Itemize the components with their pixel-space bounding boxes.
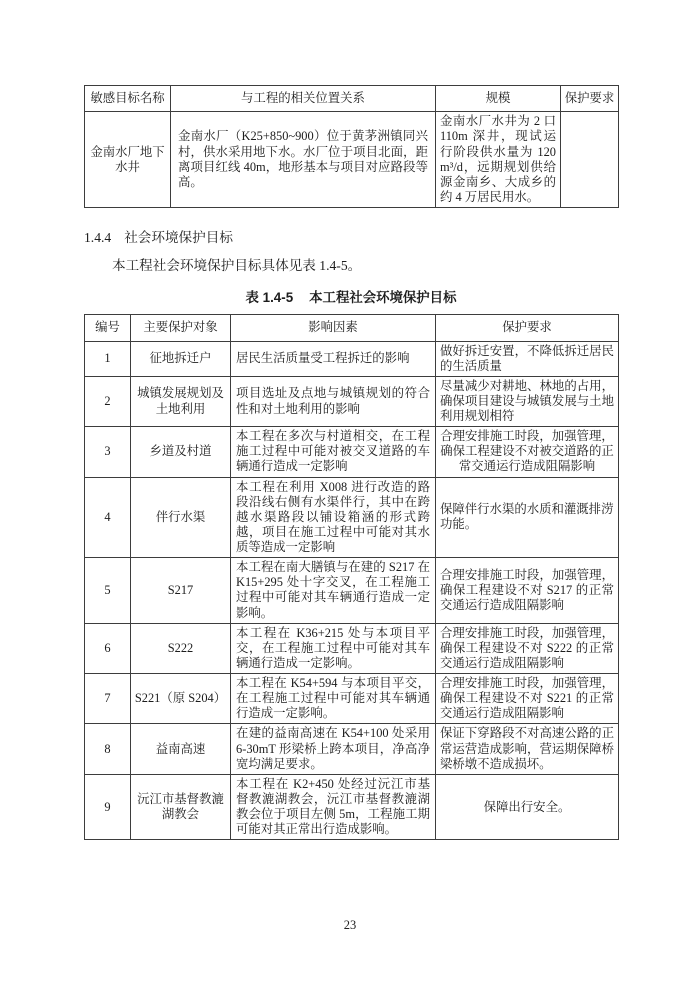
table-row (85, 112, 619, 208)
table-caption-label: 表 1.4-5 (245, 290, 294, 306)
cell-impact: 居民生活质量受工程拆迁的影响 (231, 341, 436, 376)
page-number: 23 (343, 918, 357, 932)
table-row (85, 341, 619, 376)
cell-impact: 本工程在南大膳镇与在建的 S217 在 K15+295 处十字交叉，在工程施工过程中可能对其车辆通行造成一定影响。 (231, 558, 436, 624)
column-header-impact: 影响因素 (231, 315, 436, 341)
sensitive-target-table-continued (84, 85, 619, 208)
column-header-name: 敏感目标名称 (85, 86, 171, 112)
cell-target: 征地拆迁户 (131, 341, 231, 376)
cell-impact: 本工程在 K36+215 处与本项目平交，在工程施工过程中可能对其车辆通行造成一定影响。 (231, 623, 436, 673)
cell-impact: 本工程在 K54+594 与本项目平交，在工程施工过程中可能对其车辆通行造成一定影响。 (231, 674, 436, 724)
cell-no: 3 (85, 427, 131, 477)
body-paragraph: 本工程社会环境保护目标具体见表 1.4-5。 (112, 257, 362, 273)
cell-impact: 在建的益南高速在 K54+100 处采用 6-30mT 形梁桥上跨本项目，净高净宽均满足要求。 (231, 724, 436, 774)
cell-requirement: 保证下穿路段不对高速公路的正常运营造成影响，营运期保障桥梁桥墩不造成损坏。 (436, 724, 619, 774)
table-header-row (85, 86, 619, 112)
cell-target: 城镇发展规划及土地利用 (131, 376, 231, 426)
table-row (85, 477, 619, 558)
cell-no: 8 (85, 724, 131, 774)
table-caption-title: 本工程社会环境保护目标 (309, 290, 457, 306)
cell-no: 5 (85, 558, 131, 624)
cell-target: S217 (131, 558, 231, 624)
table-row (85, 623, 619, 673)
cell-target: S221（原 S204） (131, 674, 231, 724)
cell-requirement: 合理安排施工时段，加强管理，确保工程建设不对 S222 的正常交通运行造成阻隔影响 (436, 623, 619, 673)
cell-requirement: 做好拆迁安置，不降低拆迁居民的生活质量 (436, 341, 619, 376)
table-header-row (85, 315, 619, 341)
cell-requirement: 保障伴行水渠的水质和灌溉排涝功能。 (436, 477, 619, 558)
cell-target: 益南高速 (131, 724, 231, 774)
cell-requirement: 合理安排施工时段，加强管理，确保工程建设不对被交道路的正常交通运行造成阻隔影响 (436, 427, 619, 477)
table-row (85, 427, 619, 477)
cell-no: 4 (85, 477, 131, 558)
section-heading (84, 229, 618, 247)
column-header-requirement: 保护要求 (436, 315, 619, 341)
social-env-protection-table (84, 314, 619, 840)
table-row (85, 674, 619, 724)
table-row (85, 558, 619, 624)
cell-scale: 金南水厂水井为 2 口 110m 深井，现试运行阶段供水量为 120m³/d，远期规划供给源金南乡、大成乡的约 4 万居民用水。 (436, 112, 561, 208)
cell-requirement: 尽量减少对耕地、林地的占用，确保项目建设与城镇发展与土地利用规划相符 (436, 376, 619, 426)
cell-requirement: 合理安排施工时段，加强管理，确保工程建设不对 S221 的正常交通运行造成阻隔影响 (436, 674, 619, 724)
cell-requirement-empty (561, 112, 619, 208)
page-content (84, 85, 618, 840)
cell-target: 乡道及村道 (131, 427, 231, 477)
cell-requirement: 保障出行安全。 (436, 774, 619, 840)
column-header-no: 编号 (85, 315, 131, 341)
cell-relation: 金南水厂（K25+850~900）位于黄茅洲镇同兴村，供水采用地下水。水厂位于项目北面，距离项目红线 40m，地形基本与项目对应路段等高。 (171, 112, 436, 208)
cell-no: 9 (85, 774, 131, 840)
table-caption (84, 287, 618, 306)
cell-target: 伴行水渠 (131, 477, 231, 558)
cell-target: 沅江市基督教漉湖教会 (131, 774, 231, 840)
cell-requirement: 合理安排施工时段，加强管理，确保工程建设不对 S217 的正常交通运行造成阻隔影响 (436, 558, 619, 624)
section-number: 1.4.4 (84, 230, 112, 246)
section-title: 社会环境保护目标 (124, 230, 233, 246)
cell-no: 2 (85, 376, 131, 426)
cell-impact: 本工程在多次与村道相交，在工程施工过程中可能对被交叉道路的车辆通行造成一定影响 (231, 427, 436, 477)
cell-no: 6 (85, 623, 131, 673)
cell-impact: 本工程在利用 X008 进行改造的路段沿线右侧有水渠伴行，其中在跨越水渠路段以铺设箱涵的形式跨越，项目在施工过程中可能对其水质等造成一定影响 (231, 477, 436, 558)
cell-impact: 本工程在 K2+450 处经过沅江市基督教漉湖教会，沅江市基督教漉湖教会位于项目左侧 5m，工程施工期可能对其正常出行造成影响。 (231, 774, 436, 840)
column-header-target: 主要保护对象 (131, 315, 231, 341)
cell-impact: 项目选址及点地与城镇规划的符合性和对土地利用的影响 (231, 376, 436, 426)
table-row (85, 774, 619, 840)
table-row (85, 724, 619, 774)
cell-target-name: 金南水厂地下水井 (85, 112, 171, 208)
table-row (85, 376, 619, 426)
column-header-requirement: 保护要求 (561, 86, 619, 112)
cell-target: S222 (131, 623, 231, 673)
column-header-relation: 与工程的相关位置关系 (171, 86, 436, 112)
column-header-scale: 规模 (436, 86, 561, 112)
cell-no: 1 (85, 341, 131, 376)
cell-no: 7 (85, 674, 131, 724)
